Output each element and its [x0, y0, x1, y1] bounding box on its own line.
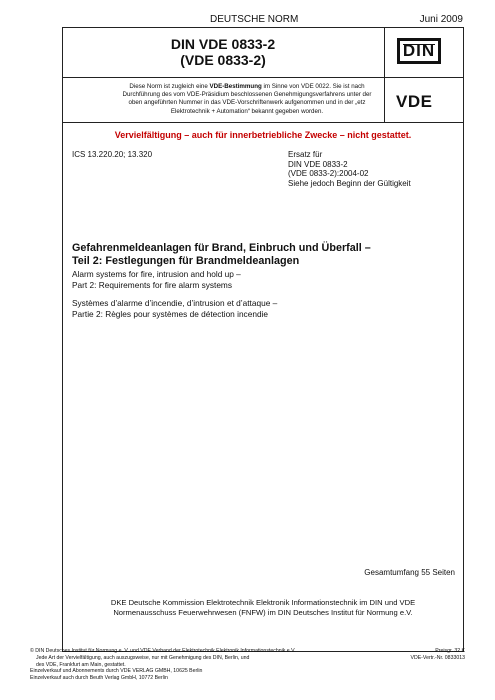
english-title: [72, 269, 241, 290]
copyright-line: © DIN Deutsches Institut für Normung e. V. und VDE Verband der Elektrotechnik Elektronik Informationstechnik e.V.: [30, 648, 296, 654]
german-title-line: Teil 2: Festlegungen für Brandmeldeanlagen: [72, 254, 300, 267]
divider: [384, 27, 385, 122]
replacement-line: DIN VDE 0833-2: [288, 159, 348, 169]
vde-classification: (VDE 0833-2): [180, 52, 266, 68]
vde-order-number: VDE-Vertr.-Nr. 0833013: [410, 654, 465, 661]
vde-notice: [118, 83, 376, 116]
copy-warning: Vervielfältigung – auch für innerbetriebliche Zwecke – nicht gestattet.: [114, 130, 412, 140]
document-number: DIN VDE 0833-2: [170, 36, 276, 52]
vde-logo: VDE: [396, 92, 433, 111]
replacement-info: [288, 150, 411, 188]
norm-type-label: DEUTSCHE NORM: [210, 14, 299, 25]
french-title-line: Partie 2: Règles pour systèmes de détection incendie: [72, 308, 269, 319]
page-count: Gesamtumfang 55 Seiten: [364, 568, 455, 577]
ics-classification: ICS 13.220.20; 13.320: [72, 150, 153, 159]
price-info: [411, 648, 466, 662]
german-title-line: Gefahrenmeldeanlagen für Brand, Einbruch und Überfall –: [72, 242, 371, 254]
committee-line: DKE Deutsche Kommission Elektrotechnik Elektronik Informationstechnik im DIN und VDE: [110, 598, 416, 607]
copyright-line: des VDE, Frankfurt am Main, gestattet.: [36, 661, 126, 668]
french-title-line: Systèmes d’alarme d’incendie, d’intrusion et d’attaque –: [72, 298, 278, 308]
document-title: [62, 36, 384, 68]
english-title-line: Alarm systems for fire, intrusion and hold up –: [72, 269, 241, 279]
committee-info: [62, 598, 464, 618]
notice-text: Diese Norm ist zugleich eine: [129, 83, 210, 90]
din-logo: [397, 38, 441, 64]
english-title-line: Part 2: Requirements for fire alarm systems: [72, 279, 232, 290]
french-title: [72, 298, 277, 319]
price-group: Preisgr. 32 K: [435, 648, 465, 654]
notice-bold-term: VDE-Bestimmung: [209, 83, 262, 90]
publication-date: Juni 2009: [419, 14, 463, 25]
german-title: [72, 242, 371, 267]
divider: [62, 122, 464, 123]
copyright-line: Jede Art der Vervielfältigung, auch auszugsweise, nur mit Genehmigung des DIN, Berlin, und: [36, 654, 250, 661]
replacement-line: Ersatz für: [288, 150, 323, 159]
committee-line: Normenausschuss Feuerwehrwesen (FNFW) im DIN Deutsches Institut für Normung e.V.: [113, 608, 413, 617]
replacement-line: Siehe jedoch Beginn der Gültigkeit: [288, 178, 411, 188]
sales-line: Einzelverkauf auch durch Beuth Verlag GmbH, 10772 Berlin: [30, 675, 168, 682]
din-logo-text: DIN: [402, 41, 436, 60]
title-block-frame: [62, 27, 464, 652]
divider: [62, 77, 464, 78]
replacement-line: (VDE 0833-2):2004-02: [288, 169, 369, 178]
copyright-notice: [30, 648, 296, 682]
sales-line: Einzelverkauf und Abonnements durch VDE VERLAG GMBH, 10625 Berlin: [30, 668, 203, 675]
notice-text: im Sinne von VDE 0022. Sie ist nach Durchführung des vom VDE-Präsidium beschlossenen Genehmigungsverfahrens unter der oben angeführten Nummer in das VDE-Vorschriftenwerk aufgenommen und in der „etz Elektrotechnik + Automation“ bekannt gegeben worden.: [122, 83, 372, 115]
